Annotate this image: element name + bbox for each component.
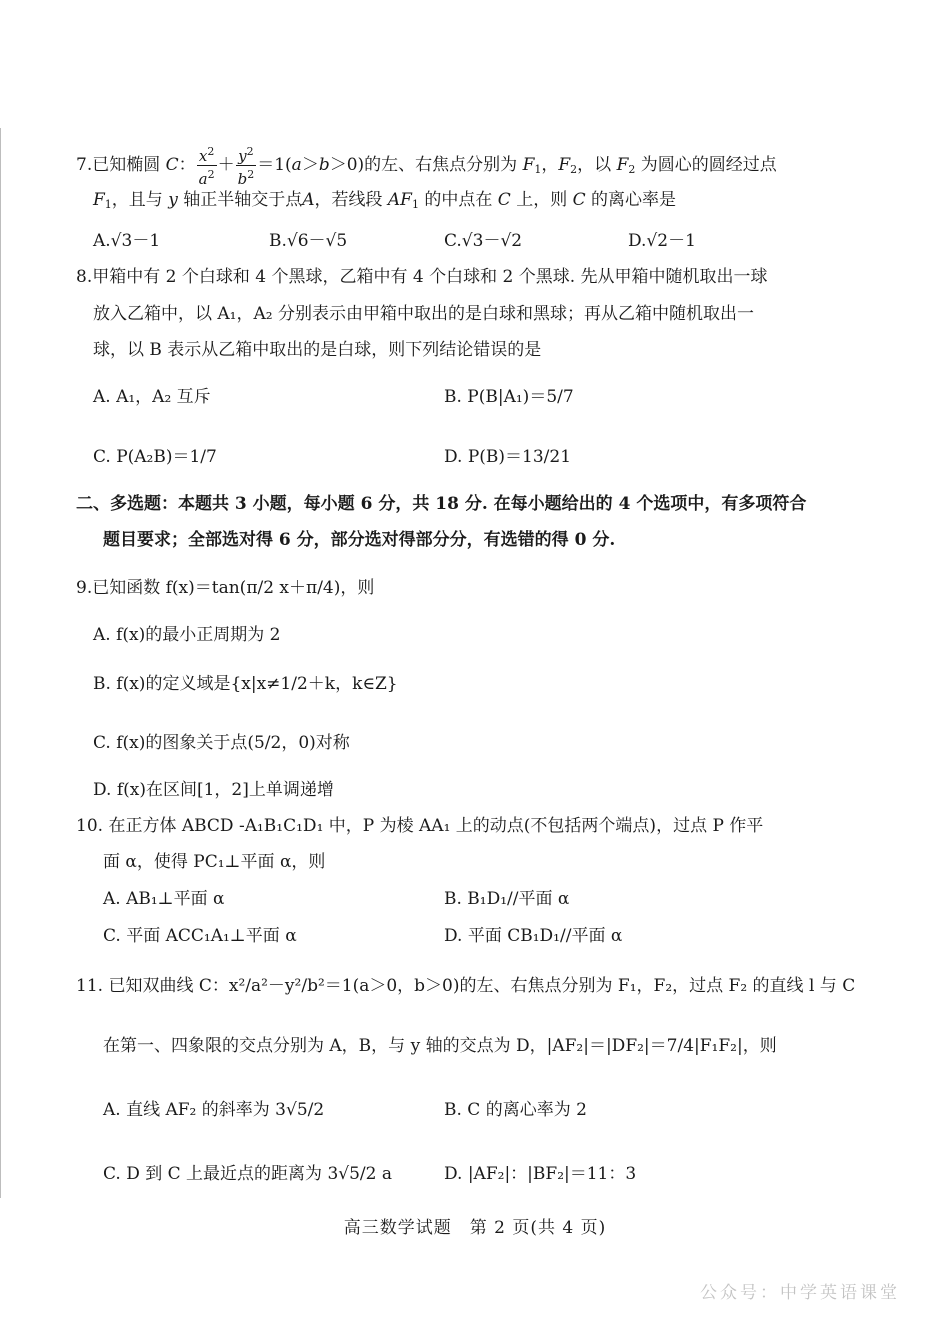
q9-option-a: A. f(x)的最小正周期为 2	[93, 625, 281, 645]
q10-option-c: C. 平面 ACC₁A₁⊥平面 α	[103, 926, 297, 946]
q8-option-c: C. P(A₂B)＝1/7	[93, 447, 217, 467]
section2-heading-line2: 题目要求；全部选对得 6 分，部分选对得部分分，有选错的得 0 分.	[103, 530, 616, 550]
q7-stem-line1: 7.已知椭圆 C： $\frac{x^2}{a^2}$ ＋ $\frac{y^2}{b^2}$ ＝1(a＞b＞0)的左、右焦点分别为 $F_1$，$F_2$，以 $F_2$ 为圆心的圆经过点	[76, 145, 777, 188]
q10-stem-line1: 10. 在正方体 ABCD -A₁B₁C₁D₁ 中，P 为棱 AA₁ 上的动点(不包括两个端点)，过点 P 作平	[76, 816, 764, 836]
q8-stem-line3: 球，以 B 表示从乙箱中取出的是白球，则下列结论错误的是	[93, 340, 542, 360]
q10-option-d: D. 平面 CB₁D₁//平面 α	[444, 926, 623, 946]
q8-option-a: A. A₁，A₂ 互斥	[93, 387, 211, 407]
q7-option-a: A.√3－1	[93, 231, 161, 251]
q8-stem-line1: 8.甲箱中有 2 个白球和 4 个黑球，乙箱中有 4 个白球和 2 个黑球. 先从甲箱中随机取出一球	[76, 267, 768, 287]
watermark-text: 公众号：中学英语课堂	[700, 1283, 900, 1303]
q9-option-d: D. f(x)在区间[1，2]上单调递增	[93, 780, 334, 800]
q8-stem-line2: 放入乙箱中，以 A₁，A₂ 分别表示由甲箱中取出的是白球和黑球；再从乙箱中随机取出一	[93, 304, 754, 324]
q11-stem-line1: 11. 已知双曲线 C：x²/a²－y²/b²＝1(a＞0，b＞0)的左、右焦点分别为 F₁，F₂，过点 F₂ 的直线 l 与 C	[76, 976, 856, 996]
q8-option-d: D. P(B)＝13/21	[444, 447, 572, 467]
page-footer: 高三数学试题 第 2 页(共 4 页)	[343, 1218, 607, 1238]
q10-stem-line2: 面 α，使得 PC₁⊥平面 α，则	[103, 852, 326, 872]
q11-option-d: D. |AF₂|：|BF₂|＝11：3	[444, 1164, 637, 1184]
q9-option-c: C. f(x)的图象关于点(5/2，0)对称	[93, 733, 350, 753]
q7-option-b: B.√6－√5	[269, 231, 348, 251]
q11-stem-line2: 在第一、四象限的交点分别为 A，B，与 y 轴的交点为 D，|AF₂|＝|DF₂|＝7/4|F₁F₂|，则	[103, 1036, 777, 1056]
q7-option-c: C.√3－√2	[444, 231, 523, 251]
q7-stem-line2: $F_1$，且与 y 轴正半轴交于点A，若线段 $AF_1$ 的中点在 C 上，则 C 的离心率是	[93, 190, 677, 211]
q9-stem: 9.已知函数 f(x)＝tan(π/2 x＋π/4)，则	[76, 578, 375, 598]
q11-option-b: B. C 的离心率为 2	[444, 1100, 587, 1120]
q7-option-d: D.√2－1	[628, 231, 696, 251]
q10-option-b: B. B₁D₁//平面 α	[444, 889, 570, 909]
q8-option-b: B. P(B|A₁)＝5/7	[444, 387, 574, 407]
q11-option-c: C. D 到 C 上最近点的距离为 3√5/2 a	[103, 1164, 393, 1184]
q11-option-a: A. 直线 AF₂ 的斜率为 3√5/2	[103, 1100, 325, 1120]
q9-option-b: B. f(x)的定义域是{x|x≠1/2＋k，k∈Z}	[93, 674, 398, 694]
section2-heading-line1: 二、多选题：本题共 3 小题，每小题 6 分，共 18 分. 在每小题给出的 4 个选项中，有多项符合	[76, 494, 807, 514]
q10-option-a: A. AB₁⊥平面 α	[103, 889, 225, 909]
